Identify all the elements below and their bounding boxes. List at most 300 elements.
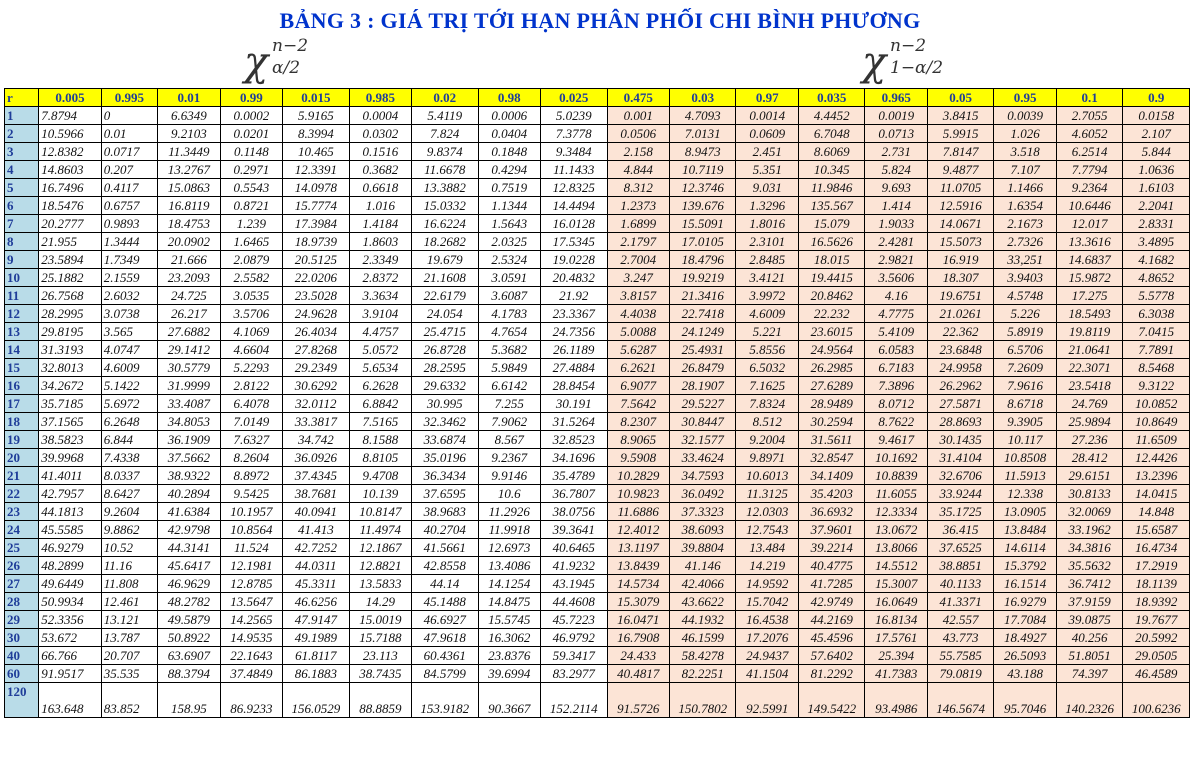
- table-cell: 9.2604: [101, 503, 157, 521]
- table-row: [5, 215, 1190, 233]
- table-cell: 63.6907: [158, 647, 220, 665]
- table-cell: 26.8479: [669, 359, 736, 377]
- table-cell: 8.9473: [669, 143, 736, 161]
- table-cell: 10.8147: [349, 503, 411, 521]
- table-cell: 8.0337: [101, 467, 157, 485]
- table-cell: 39.3641: [541, 521, 608, 539]
- table-cell: 3.9403: [994, 269, 1056, 287]
- table-cell: 23.113: [349, 647, 411, 665]
- table-cell: 152.2114: [541, 683, 608, 718]
- table-cell: 15.6587: [1123, 521, 1190, 539]
- table-cell: 12.461: [101, 593, 157, 611]
- table-cell: 9.5425: [220, 485, 282, 503]
- table-cell: 41.3371: [927, 593, 994, 611]
- table-cell: 37.4849: [220, 665, 282, 683]
- table-cell: 20.8462: [798, 287, 865, 305]
- table-cell: 15.0019: [349, 611, 411, 629]
- table-cell: 82.2251: [669, 665, 736, 683]
- row-label: 30: [5, 629, 39, 647]
- table-cell: 21.666: [158, 251, 220, 269]
- table-cell: 5.351: [736, 161, 798, 179]
- table-cell: 4.1069: [220, 323, 282, 341]
- table-cell: 16.4538: [736, 611, 798, 629]
- table-cell: 29.1412: [158, 341, 220, 359]
- table-cell: 20.4832: [541, 269, 608, 287]
- table-cell: 42.9798: [158, 521, 220, 539]
- table-cell: 44.1813: [39, 503, 101, 521]
- table-cell: 6.5706: [994, 341, 1056, 359]
- table-cell: 52.3356: [39, 611, 101, 629]
- table-cell: 10.52: [101, 539, 157, 557]
- table-header-row: [5, 89, 1190, 107]
- table-cell: 23.5028: [283, 287, 350, 305]
- table-cell: 8.6427: [101, 485, 157, 503]
- table-cell: 14.1254: [478, 575, 540, 593]
- row-label: 12: [5, 305, 39, 323]
- table-cell: 42.7957: [39, 485, 101, 503]
- table-cell: 45.1488: [412, 593, 479, 611]
- table-cell: 15.7042: [736, 593, 798, 611]
- table-cell: 18.4927: [994, 629, 1056, 647]
- table-cell: 35.535: [101, 665, 157, 683]
- table-cell: 4.5748: [994, 287, 1056, 305]
- table-cell: 17.0105: [669, 233, 736, 251]
- table-cell: 5.226: [994, 305, 1056, 323]
- table-cell: 86.9233: [220, 683, 282, 718]
- table-cell: 0.0002: [220, 107, 282, 125]
- table-cell: 8.567: [478, 431, 540, 449]
- table-cell: 8.3994: [283, 125, 350, 143]
- table-cell: 26.1189: [541, 341, 608, 359]
- table-cell: 2.3349: [349, 251, 411, 269]
- table-cell: 19.9219: [669, 269, 736, 287]
- table-cell: 29.5227: [669, 395, 736, 413]
- table-cell: 38.5823: [39, 431, 101, 449]
- table-cell: 45.5585: [39, 521, 101, 539]
- table-cell: 158.95: [158, 683, 220, 718]
- table-cell: 16.7908: [607, 629, 669, 647]
- table-cell: 10.8649: [1123, 413, 1190, 431]
- table-cell: 1.6899: [607, 215, 669, 233]
- table-cell: 19.8119: [1056, 323, 1123, 341]
- table-cell: 28.1907: [669, 377, 736, 395]
- table-cell: 21.92: [541, 287, 608, 305]
- table-cell: 11.1433: [541, 161, 608, 179]
- header-alpha: 0.1: [1056, 89, 1123, 107]
- table-cell: 39.2214: [798, 539, 865, 557]
- table-cell: 150.7802: [669, 683, 736, 718]
- table-cell: 0.0404: [478, 125, 540, 143]
- table-cell: 8.2604: [220, 449, 282, 467]
- row-label: 28: [5, 593, 39, 611]
- table-row: [5, 305, 1190, 323]
- table-cell: 41.1504: [736, 665, 798, 683]
- table-cell: 12.0303: [736, 503, 798, 521]
- table-cell: 6.7048: [798, 125, 865, 143]
- table-cell: 25.1882: [39, 269, 101, 287]
- table-cell: 20.5125: [283, 251, 350, 269]
- table-cell: 6.2628: [349, 377, 411, 395]
- table-cell: 23.3367: [541, 305, 608, 323]
- table-cell: 12.017: [1056, 215, 1123, 233]
- row-label: 7: [5, 215, 39, 233]
- table-cell: 10.9823: [607, 485, 669, 503]
- table-cell: 86.1883: [283, 665, 350, 683]
- table-row: [5, 377, 1190, 395]
- table-row: [5, 629, 1190, 647]
- table-cell: 10.345: [798, 161, 865, 179]
- table-cell: 26.217: [158, 305, 220, 323]
- table-cell: 8.1588: [349, 431, 411, 449]
- table-cell: 11.5913: [994, 467, 1056, 485]
- header-alpha: 0.985: [349, 89, 411, 107]
- table-cell: 9.5908: [607, 449, 669, 467]
- table-cell: 19.6751: [927, 287, 994, 305]
- table-cell: 10.1692: [865, 449, 927, 467]
- table-cell: 35.4203: [798, 485, 865, 503]
- table-cell: 0.2971: [220, 161, 282, 179]
- table-cell: 0.0201: [220, 125, 282, 143]
- table-cell: 48.2899: [39, 557, 101, 575]
- table-cell: 16.8134: [865, 611, 927, 629]
- table-cell: 24.9437: [736, 647, 798, 665]
- table-cell: 4.6604: [220, 341, 282, 359]
- row-label: 18: [5, 413, 39, 431]
- table-cell: 12.7543: [736, 521, 798, 539]
- table-cell: 3.9972: [736, 287, 798, 305]
- table-cell: 21.0641: [1056, 341, 1123, 359]
- table-cell: 44.0311: [283, 557, 350, 575]
- table-cell: 2.7326: [994, 233, 1056, 251]
- table-cell: 40.1133: [927, 575, 994, 593]
- table-cell: 8.512: [736, 413, 798, 431]
- table-cell: 4.7654: [478, 323, 540, 341]
- table-cell: 16.7496: [39, 179, 101, 197]
- table-cell: 0.001: [607, 107, 669, 125]
- table-cell: 10.139: [349, 485, 411, 503]
- table-cell: 8.9065: [607, 431, 669, 449]
- table-cell: 26.4034: [283, 323, 350, 341]
- table-cell: 14.9535: [220, 629, 282, 647]
- table-cell: 13.8439: [607, 557, 669, 575]
- table-cell: 5.221: [736, 323, 798, 341]
- table-cell: 1.2373: [607, 197, 669, 215]
- table-cell: 3.0535: [220, 287, 282, 305]
- table-cell: 33.4087: [158, 395, 220, 413]
- table-cell: 0.4294: [478, 161, 540, 179]
- row-label: 19: [5, 431, 39, 449]
- table-cell: 10.6446: [1056, 197, 1123, 215]
- header-alpha: 0.015: [283, 89, 350, 107]
- table-cell: 43.773: [927, 629, 994, 647]
- table-cell: 35.7185: [39, 395, 101, 413]
- table-cell: 1.6103: [1123, 179, 1190, 197]
- table-cell: 40.2704: [412, 521, 479, 539]
- table-cell: 41.146: [669, 557, 736, 575]
- table-cell: 7.5165: [349, 413, 411, 431]
- table-cell: 55.7585: [927, 647, 994, 665]
- table-cell: 1.016: [349, 197, 411, 215]
- table-cell: 35.5632: [1056, 557, 1123, 575]
- row-label: 21: [5, 467, 39, 485]
- table-cell: 6.2621: [607, 359, 669, 377]
- table-cell: 4.844: [607, 161, 669, 179]
- table-cell: 0.6618: [349, 179, 411, 197]
- table-cell: 25.4715: [412, 323, 479, 341]
- row-label: 5: [5, 179, 39, 197]
- table-cell: 13.0905: [994, 503, 1056, 521]
- row-label: 8: [5, 233, 39, 251]
- table-cell: 16.1514: [994, 575, 1056, 593]
- table-cell: 36.7412: [1056, 575, 1123, 593]
- table-cell: 13.3882: [412, 179, 479, 197]
- table-cell: 23.2093: [158, 269, 220, 287]
- table-cell: 7.3896: [865, 377, 927, 395]
- row-label: 24: [5, 521, 39, 539]
- table-cell: 8.8972: [220, 467, 282, 485]
- table-cell: 10.6: [478, 485, 540, 503]
- table-cell: 1.6465: [220, 233, 282, 251]
- table-cell: 30.5779: [158, 359, 220, 377]
- table-row: [5, 665, 1190, 683]
- table-cell: 5.9165: [283, 107, 350, 125]
- table-cell: 46.6256: [283, 593, 350, 611]
- table-cell: 2.8331: [1123, 215, 1190, 233]
- table-cell: 1.9033: [865, 215, 927, 233]
- table-cell: 35.4789: [541, 467, 608, 485]
- table-cell: 45.7223: [541, 611, 608, 629]
- table-cell: 0.0019: [865, 107, 927, 125]
- header-alpha: 0.98: [478, 89, 540, 107]
- table-cell: 4.6009: [736, 305, 798, 323]
- table-cell: 2.1673: [994, 215, 1056, 233]
- table-cell: 153.9182: [412, 683, 479, 718]
- table-cell: 19.4415: [798, 269, 865, 287]
- table-cell: 34.8053: [158, 413, 220, 431]
- table-cell: 16.919: [927, 251, 994, 269]
- table-cell: 5.0088: [607, 323, 669, 341]
- table-row: [5, 431, 1190, 449]
- table-row: [5, 161, 1190, 179]
- table-cell: 91.5726: [607, 683, 669, 718]
- table-cell: 27.236: [1056, 431, 1123, 449]
- table-cell: 29.6332: [412, 377, 479, 395]
- table-cell: 12.4012: [607, 521, 669, 539]
- table-cell: 0.01: [101, 125, 157, 143]
- table-cell: 36.0492: [669, 485, 736, 503]
- table-cell: 34.1409: [798, 467, 865, 485]
- table-cell: 43.6622: [669, 593, 736, 611]
- table-cell: 92.5991: [736, 683, 798, 718]
- table-cell: 28.9489: [798, 395, 865, 413]
- table-cell: 21.3416: [669, 287, 736, 305]
- table-cell: 1.026: [994, 125, 1056, 143]
- table-cell: 6.6142: [478, 377, 540, 395]
- table-cell: 40.256: [1056, 629, 1123, 647]
- table-cell: 44.4608: [541, 593, 608, 611]
- table-cell: 95.7046: [994, 683, 1056, 718]
- table-cell: 11.3125: [736, 485, 798, 503]
- table-cell: 1.239: [220, 215, 282, 233]
- header-alpha: 0.05: [927, 89, 994, 107]
- table-cell: 50.9934: [39, 593, 101, 611]
- table-cell: 0.1848: [478, 143, 540, 161]
- table-cell: 163.648: [39, 683, 101, 718]
- table-cell: 37.3323: [669, 503, 736, 521]
- table-row: [5, 341, 1190, 359]
- table-cell: 20.2777: [39, 215, 101, 233]
- table-cell: 6.4078: [220, 395, 282, 413]
- table-cell: 10.117: [994, 431, 1056, 449]
- table-cell: 8.5468: [1123, 359, 1190, 377]
- table-cell: 2.1797: [607, 233, 669, 251]
- chi-square-right-formula: [862, 36, 962, 86]
- table-cell: 5.8556: [736, 341, 798, 359]
- table-cell: 25.4931: [669, 341, 736, 359]
- table-cell: 2.1559: [101, 269, 157, 287]
- table-cell: 46.9279: [39, 539, 101, 557]
- header-r: r: [5, 89, 39, 107]
- table-cell: 42.8558: [412, 557, 479, 575]
- table-cell: 31.9999: [158, 377, 220, 395]
- table-cell: 13.484: [736, 539, 798, 557]
- table-cell: 39.6994: [478, 665, 540, 683]
- table-cell: 15.3007: [865, 575, 927, 593]
- table-cell: 43.188: [994, 665, 1056, 683]
- table-cell: 9.4877: [927, 161, 994, 179]
- table-cell: 33.6874: [412, 431, 479, 449]
- table-cell: 74.397: [1056, 665, 1123, 683]
- table-cell: 4.1682: [1123, 251, 1190, 269]
- table-cell: 35.0196: [412, 449, 479, 467]
- row-label: 6: [5, 197, 39, 215]
- table-cell: 22.362: [927, 323, 994, 341]
- table-cell: 36.0926: [283, 449, 350, 467]
- table-cell: 24.9628: [283, 305, 350, 323]
- table-cell: 16.0471: [607, 611, 669, 629]
- table-row: [5, 269, 1190, 287]
- header-alpha: 0.95: [994, 89, 1056, 107]
- table-cell: 10.8508: [994, 449, 1056, 467]
- formula-superscript: n−2: [272, 36, 309, 56]
- table-cell: 11.9846: [798, 179, 865, 197]
- table-cell: 33.4624: [669, 449, 736, 467]
- table-row: [5, 593, 1190, 611]
- table-cell: 49.1989: [283, 629, 350, 647]
- table-cell: 7.9062: [478, 413, 540, 431]
- table-row: [5, 143, 1190, 161]
- table-cell: 2.6032: [101, 287, 157, 305]
- table-cell: 13.787: [101, 629, 157, 647]
- table-cell: 14.6114: [994, 539, 1056, 557]
- table-cell: 48.2782: [158, 593, 220, 611]
- formula-subscript: 1−α/2: [890, 58, 944, 78]
- table-cell: 32.6706: [927, 467, 994, 485]
- table-cell: 49.5879: [158, 611, 220, 629]
- table-cell: 15.0863: [158, 179, 220, 197]
- header-alpha: 0.475: [607, 89, 669, 107]
- table-cell: 41.4011: [39, 467, 101, 485]
- table-cell: 2.107: [1123, 125, 1190, 143]
- table-cell: 18.1139: [1123, 575, 1190, 593]
- table-row: [5, 521, 1190, 539]
- table-cell: 6.6349: [158, 107, 220, 125]
- table-cell: 38.7435: [349, 665, 411, 683]
- table-cell: 16.0128: [541, 215, 608, 233]
- table-cell: 2.4281: [865, 233, 927, 251]
- table-cell: 22.6179: [412, 287, 479, 305]
- table-cell: 37.5662: [158, 449, 220, 467]
- table-cell: 41.7383: [865, 665, 927, 683]
- table-cell: 9.031: [736, 179, 798, 197]
- table-cell: 15.7188: [349, 629, 411, 647]
- table-cell: 5.5778: [1123, 287, 1190, 305]
- table-cell: 0: [101, 107, 157, 125]
- table-cell: 5.6287: [607, 341, 669, 359]
- table-cell: 11.0705: [927, 179, 994, 197]
- table-row: [5, 647, 1190, 665]
- table-cell: 16.4734: [1123, 539, 1190, 557]
- table-cell: 15.5745: [478, 611, 540, 629]
- table-cell: 0.207: [101, 161, 157, 179]
- row-label: 10: [5, 269, 39, 287]
- table-cell: 33.3817: [283, 413, 350, 431]
- table-cell: 24.769: [1056, 395, 1123, 413]
- table-row: [5, 107, 1190, 125]
- table-cell: 21.955: [39, 233, 101, 251]
- table-cell: 0.1148: [220, 143, 282, 161]
- table-cell: 0.0506: [607, 125, 669, 143]
- table-row: [5, 395, 1190, 413]
- table-cell: 42.9749: [798, 593, 865, 611]
- table-cell: 7.8324: [736, 395, 798, 413]
- table-cell: 22.7418: [669, 305, 736, 323]
- table-cell: 22.3071: [1056, 359, 1123, 377]
- table-cell: 10.7119: [669, 161, 736, 179]
- table-cell: 88.8859: [349, 683, 411, 718]
- table-cell: 36.3434: [412, 467, 479, 485]
- table-cell: 2.451: [736, 143, 798, 161]
- table-cell: 7.8794: [39, 107, 101, 125]
- table-cell: 31.5611: [798, 431, 865, 449]
- table-cell: 16.5626: [798, 233, 865, 251]
- table-cell: 3.8415: [927, 107, 994, 125]
- table-cell: 27.6289: [798, 377, 865, 395]
- table-cell: 15.7774: [283, 197, 350, 215]
- table-cell: 14.5512: [865, 557, 927, 575]
- table-cell: 24.9958: [927, 359, 994, 377]
- table-cell: 38.9322: [158, 467, 220, 485]
- table-cell: 26.2962: [927, 377, 994, 395]
- table-cell: 41.7285: [798, 575, 865, 593]
- table-cell: 34.1696: [541, 449, 608, 467]
- table-cell: 11.2926: [478, 503, 540, 521]
- table-cell: 3.0591: [478, 269, 540, 287]
- table-cell: 135.567: [798, 197, 865, 215]
- table-cell: 0.0004: [349, 107, 411, 125]
- table-cell: 45.6417: [158, 557, 220, 575]
- table-cell: 32.1577: [669, 431, 736, 449]
- table-cell: 12.8821: [349, 557, 411, 575]
- table-cell: 10.1957: [220, 503, 282, 521]
- table-cell: 46.9629: [158, 575, 220, 593]
- table-cell: 2.0879: [220, 251, 282, 269]
- table-cell: 7.7794: [1056, 161, 1123, 179]
- table-cell: 15.0332: [412, 197, 479, 215]
- header-alpha: 0.02: [412, 89, 479, 107]
- table-cell: 35.1725: [927, 503, 994, 521]
- chi-square-critical-values-table: [4, 88, 1190, 718]
